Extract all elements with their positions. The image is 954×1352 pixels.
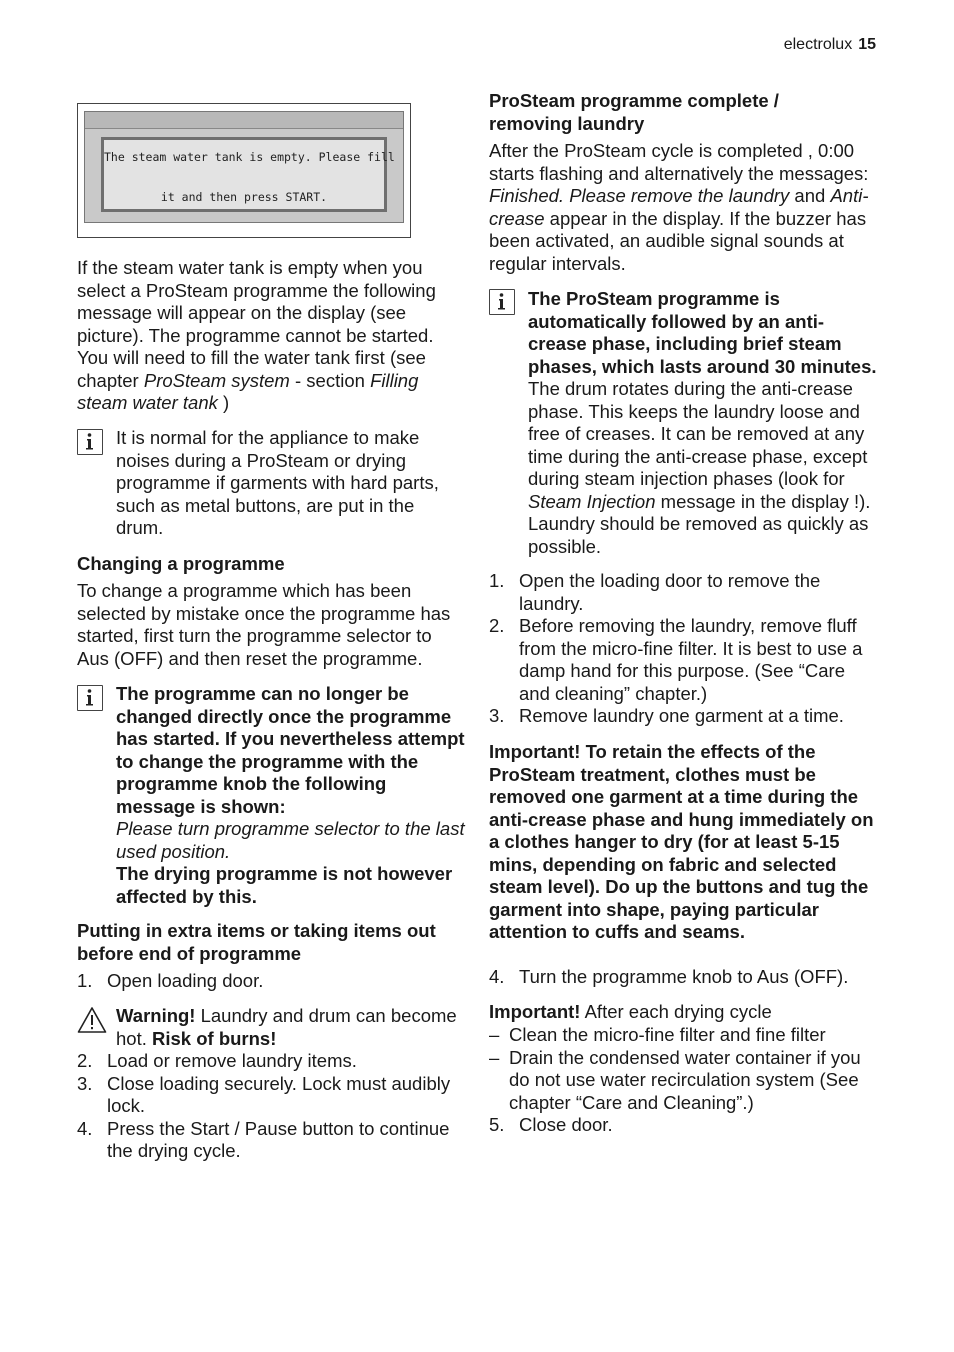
intro-section-ref: Filling steam water tank (77, 369, 419, 413)
complete-text-2: and (789, 185, 831, 206)
important-text: After each drying cycle (580, 1001, 772, 1022)
changing-paragraph: To change a programme which has been selected by mistake once the programme has started, first turn the programme selector to Aus (OFF) and then reset the programme. (77, 580, 451, 669)
display-screen (101, 137, 395, 212)
important-paragraph: Important! To retain the effects of the ProSteam treatment, clothes must be removed one garment at a time during the anti-crease phase and hung immediately on a clothes hanger to dry (for at least 5-15 mins, depending on fabric and selected steam level). Do up the buttons and tug the garment into shape, paying particular attention to cuffs and seams. (489, 741, 874, 942)
note-change-bold: The programme can no longer be changed directly once the programme has started. If you nevertheless attempt to change the programme with the programme knob the following message is shown: (116, 683, 465, 817)
warning-risk: Risk of burns! (152, 1027, 277, 1049)
steps-list-2 (77, 1050, 465, 1163)
display-message-line-1: The steam water tank is empty. Please fill (104, 150, 395, 164)
dash-text: Drain the condensed water container if you do not use water recirculation system (See chapter “Care and Cleaning”.) (509, 1046, 861, 1113)
step-5-list (489, 1114, 879, 1137)
intro-text-3: ) (217, 392, 230, 413)
display-bezel (84, 111, 404, 223)
list-item (489, 570, 879, 615)
note-change-programme (116, 683, 465, 908)
complete-text: After the ProSteam cycle is completed , 0:00 starts flashing and alternatively the messages: (489, 140, 869, 184)
list-item (77, 1050, 465, 1073)
step-text: Before removing the laundry, remove fluff from the micro-fine filter. It is best to use a damp hand for this purpose. (See “Care and cleaning” chapter.) (519, 615, 863, 704)
display-top-bar (85, 112, 403, 129)
step-text: Turn the programme knob to Aus (OFF). (519, 966, 849, 987)
step-number: 5. (489, 1114, 505, 1135)
note-anticrease-text: The drum rotates during the anti-crease phase. This keeps the laundry loose and free of creases. It can be removed at any time during the anti-crease phase, except during steam injection phases (look for (528, 378, 868, 489)
steps-list-1 (77, 970, 465, 993)
step-number: 3. (489, 705, 505, 726)
step-text: Open the loading door to remove the laundry. (519, 570, 821, 614)
step-text: Close loading securely. Lock must audibly lock. (107, 1072, 451, 1116)
step-number: 4. (489, 966, 505, 987)
warning-icon (77, 1006, 107, 1034)
note-anticrease-text-2: message in the display !). Laundry should be removed as quickly as possible. (528, 490, 871, 557)
intro-text: If the steam water tank is empty when you select a ProSteam programme the following message will appear on the display (see picture). The programme cannot be started. You will need to fill the water tank first (see chapter (77, 257, 436, 391)
heading-programme-complete: ProSteam programme complete / removing laundry (489, 90, 779, 134)
note-anticrease-bold: The ProSteam programme is automatically followed by an anti-crease phase, including brief steam phases, which lasts around 30 minutes. (528, 288, 877, 377)
step-number: 2. (489, 615, 505, 636)
note-change-message: Please turn programme selector to the last used position. (116, 818, 465, 862)
step-number: 4. (77, 1117, 93, 1139)
removal-steps-list (489, 570, 879, 728)
dash-marker: – (489, 1024, 500, 1045)
complete-message-finished: Finished. Please remove the laundry (489, 185, 790, 206)
dash-marker: – (489, 1046, 500, 1068)
important-after-cycle (489, 1001, 879, 1024)
step-4-list (489, 966, 879, 989)
info-icon (489, 289, 515, 315)
list-item (489, 966, 879, 989)
note-change-bold-2: The drying programme is not however affected by this. (116, 863, 453, 907)
after-cycle-list (489, 1024, 879, 1114)
complete-paragraph (489, 140, 879, 275)
warning-text (116, 1005, 465, 1050)
list-item (489, 615, 879, 705)
list-item (489, 1114, 879, 1137)
note-noise: It is normal for the appliance to make noises during a ProSteam or drying programme if garments with hard parts, such as metal buttons, are put in the drum. (116, 427, 439, 538)
warning-body: Laundry and drum can become hot. (116, 1005, 457, 1049)
list-item (77, 970, 465, 993)
step-text: Close door. (519, 1114, 613, 1135)
list-item (77, 1118, 465, 1163)
page-number: 15 (858, 36, 876, 53)
display-figure (77, 103, 411, 238)
warning-label: Warning! (116, 1005, 196, 1026)
step-text: Press the Start / Pause button to continue the drying cycle. (107, 1117, 450, 1161)
list-item (489, 705, 879, 728)
brand-name: electrolux (783, 36, 853, 53)
heading-extra-items: Putting in extra items or taking items out before end of programme (77, 920, 436, 964)
page-header (784, 36, 876, 54)
list-item (489, 1047, 879, 1115)
step-text: Open loading door. (107, 970, 264, 991)
intro-text-2: - section (289, 369, 371, 391)
info-icon (77, 429, 103, 455)
step-text: Load or remove laundry items. (107, 1050, 357, 1071)
complete-text-3: appear in the display. If the buzzer has been activated, an audible signal sounds at regular intervals. (489, 207, 867, 274)
important-label: Important! (489, 1001, 581, 1022)
complete-message-anticrease: Anti-crease (489, 185, 869, 229)
step-text: Remove laundry one garment at a time. (519, 705, 844, 726)
info-icon (77, 685, 103, 711)
list-item (77, 1073, 465, 1118)
intro-paragraph (77, 257, 465, 415)
step-number: 1. (77, 970, 93, 991)
note-anticrease (528, 288, 879, 558)
step-number: 3. (77, 1072, 93, 1094)
display-message-line-2: it and then press START. (160, 190, 328, 204)
step-number: 1. (489, 570, 505, 591)
note-anticrease-message: Steam Injection (528, 490, 656, 512)
step-number: 2. (77, 1050, 93, 1071)
intro-chapter-ref: ProSteam system (143, 369, 290, 391)
heading-changing-programme: Changing a programme (77, 553, 285, 574)
list-item (489, 1024, 879, 1047)
dash-text: Clean the micro-fine filter and fine filter (509, 1024, 826, 1045)
